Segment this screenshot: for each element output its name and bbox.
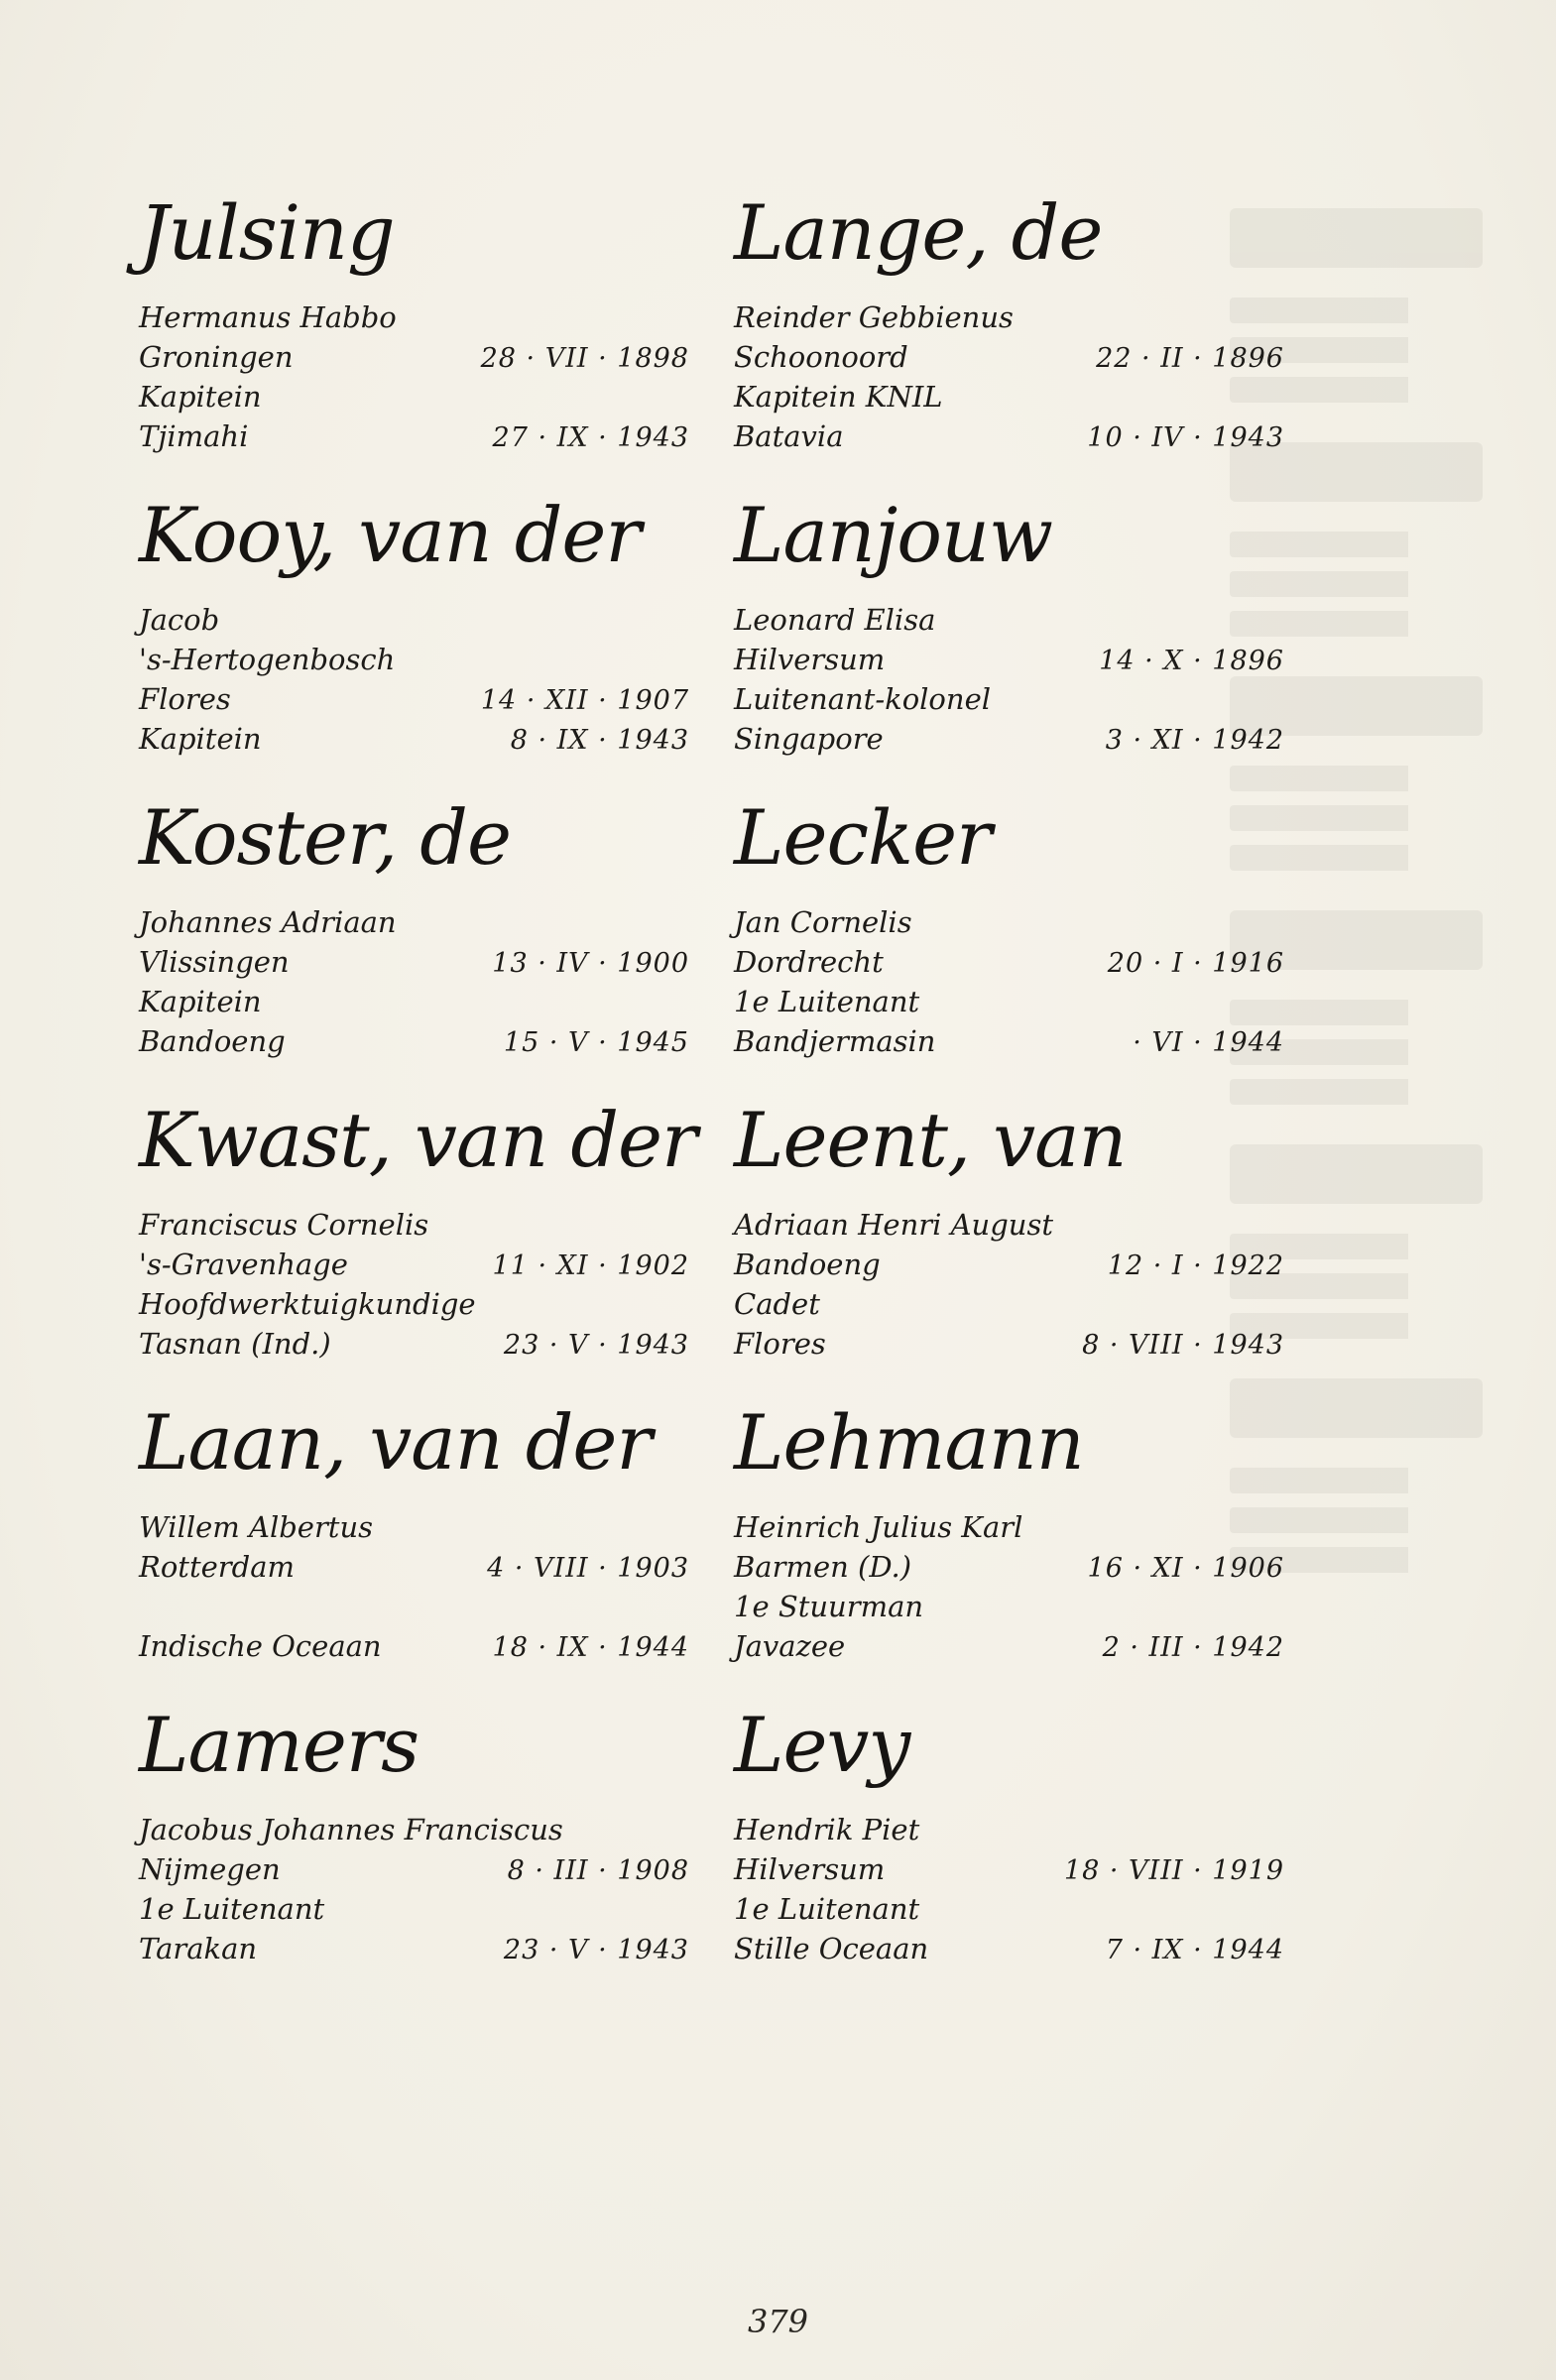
detail-row bbox=[734, 1245, 1284, 1284]
detail-row bbox=[734, 1929, 1284, 1968]
detail-row bbox=[139, 1324, 689, 1364]
place-of-death: Batavia bbox=[734, 419, 844, 453]
detail-row bbox=[734, 416, 1284, 456]
detail-row bbox=[734, 298, 1284, 337]
entry-levy bbox=[734, 1701, 1284, 2003]
surname: Julsing bbox=[139, 188, 395, 277]
birth-date: 11 · XI · 1902 bbox=[492, 1250, 689, 1281]
given-names: Willem Albertus bbox=[139, 1510, 374, 1544]
given-names: Jacobus Johannes Franciscus bbox=[139, 1813, 563, 1846]
birthplace: 's-Hertogenbosch bbox=[139, 643, 396, 676]
surname: Leent, van bbox=[734, 1096, 1127, 1184]
detail-row bbox=[734, 679, 1284, 719]
rank: 1e Luitenant bbox=[734, 985, 920, 1018]
detail-row bbox=[734, 640, 1284, 679]
entry-kooy-van-der bbox=[139, 491, 689, 793]
detail-row bbox=[734, 1205, 1284, 1245]
detail-row bbox=[734, 1507, 1284, 1547]
rank: Kapitein bbox=[139, 722, 262, 756]
detail-row bbox=[734, 942, 1284, 982]
surname: Kwast, van der bbox=[139, 1096, 697, 1184]
place-of-death: Bandoeng bbox=[139, 1024, 286, 1058]
detail-row bbox=[139, 719, 689, 759]
birth-date: 8 · III · 1908 bbox=[507, 1855, 689, 1886]
rank: 1e Stuurman bbox=[734, 1590, 924, 1623]
birth-date: 18 · VIII · 1919 bbox=[1063, 1855, 1284, 1886]
detail-row bbox=[139, 1889, 689, 1929]
detail-row bbox=[734, 600, 1284, 640]
birth-date: 20 · I · 1916 bbox=[1107, 948, 1284, 979]
entry-leent-van bbox=[734, 1096, 1284, 1398]
given-names: Leonard Elisa bbox=[734, 603, 936, 637]
detail-row bbox=[734, 1810, 1284, 1849]
place-of-death: Flores bbox=[734, 1327, 826, 1361]
given-names: Johannes Adriaan bbox=[139, 905, 397, 939]
detail-row bbox=[734, 1547, 1284, 1587]
detail-row bbox=[139, 1587, 689, 1626]
detail-text: Flores bbox=[139, 682, 231, 716]
birth-date: 4 · VIII · 1903 bbox=[487, 1553, 689, 1584]
detail-row bbox=[139, 1810, 689, 1849]
surname: Lecker bbox=[734, 793, 992, 882]
detail-row bbox=[139, 1021, 689, 1061]
detail-row bbox=[139, 679, 689, 719]
given-names: Hendrik Piet bbox=[734, 1813, 920, 1846]
birth-date: 28 · VII · 1898 bbox=[480, 343, 689, 374]
death-date: 15 · V · 1945 bbox=[503, 1027, 689, 1058]
birthplace: Hilversum bbox=[734, 1852, 886, 1886]
death-date: 23 · V · 1943 bbox=[503, 1330, 689, 1361]
death-date: 10 · IV · 1943 bbox=[1087, 422, 1284, 453]
death-date: 8 · VIII · 1943 bbox=[1082, 1330, 1284, 1361]
birth-date: 14 · X · 1896 bbox=[1099, 646, 1284, 676]
birthplace: Bandoeng bbox=[734, 1248, 881, 1281]
rank: 1e Luitenant bbox=[139, 1892, 325, 1926]
entry-laan-van-der bbox=[139, 1398, 689, 1701]
right-column bbox=[734, 188, 1284, 2003]
detail-row bbox=[139, 1205, 689, 1245]
rank: Luitenant-kolonel bbox=[734, 682, 992, 716]
surname: Koster, de bbox=[139, 793, 511, 882]
birthplace: Hilversum bbox=[734, 643, 886, 676]
death-date: 3 · XI · 1942 bbox=[1105, 725, 1284, 756]
detail-row bbox=[139, 1284, 689, 1324]
detail-row bbox=[734, 1021, 1284, 1061]
place-of-death: Indische Oceaan bbox=[139, 1629, 382, 1663]
detail-row bbox=[139, 377, 689, 416]
surname: Levy bbox=[734, 1701, 910, 1789]
detail-row bbox=[139, 902, 689, 942]
death-date: 18 · IX · 1944 bbox=[492, 1632, 689, 1663]
birth-date: 14 · XII · 1907 bbox=[480, 685, 689, 716]
death-date: 2 · III · 1942 bbox=[1102, 1632, 1284, 1663]
detail-row bbox=[139, 1245, 689, 1284]
detail-row bbox=[139, 1507, 689, 1547]
place-of-death: Singapore bbox=[734, 722, 884, 756]
detail-row bbox=[734, 719, 1284, 759]
given-names: Jacob bbox=[139, 603, 220, 637]
place-of-death: Bandjermasin bbox=[734, 1024, 936, 1058]
detail-row bbox=[139, 1849, 689, 1889]
birth-date: 16 · XI · 1906 bbox=[1087, 1553, 1284, 1584]
detail-row bbox=[139, 982, 689, 1021]
surname: Lehmann bbox=[734, 1398, 1084, 1487]
detail-row bbox=[734, 1626, 1284, 1666]
given-names: Adriaan Henri August bbox=[734, 1208, 1054, 1242]
entry-lamers bbox=[139, 1701, 689, 2003]
rank: Kapitein bbox=[139, 985, 262, 1018]
birthplace: Groningen bbox=[139, 340, 294, 374]
surname: Lange, de bbox=[734, 188, 1103, 277]
detail-row bbox=[139, 640, 689, 679]
surname: Lanjouw bbox=[734, 491, 1053, 579]
detail-row bbox=[734, 982, 1284, 1021]
place-of-death: Javazee bbox=[734, 1629, 846, 1663]
birthplace: Vlissingen bbox=[139, 945, 290, 979]
rank: Kapitein bbox=[139, 380, 262, 414]
detail-row bbox=[139, 1547, 689, 1587]
place-of-death: Tjimahi bbox=[139, 419, 249, 453]
detail-row bbox=[139, 942, 689, 982]
given-names: Hermanus Habbo bbox=[139, 300, 397, 334]
birthplace: Barmen (D.) bbox=[734, 1550, 912, 1584]
entry-lecker bbox=[734, 793, 1284, 1096]
place-of-death: Tasnan (Ind.) bbox=[139, 1327, 331, 1361]
surname: Kooy, van der bbox=[139, 491, 641, 579]
detail-row bbox=[734, 1284, 1284, 1324]
detail-row bbox=[734, 377, 1284, 416]
detail-row bbox=[139, 1626, 689, 1666]
birthplace: Nijmegen bbox=[139, 1852, 281, 1886]
entry-julsing bbox=[139, 188, 689, 491]
place-of-death: Stille Oceaan bbox=[734, 1932, 929, 1965]
detail-row bbox=[734, 1324, 1284, 1364]
given-names: Heinrich Julius Karl bbox=[734, 1510, 1023, 1544]
detail-row bbox=[734, 1587, 1284, 1626]
place-of-death: Tarakan bbox=[139, 1932, 258, 1965]
detail-row bbox=[139, 298, 689, 337]
rank: Cadet bbox=[734, 1287, 820, 1321]
rank: Hoofdwerktuigkundige bbox=[139, 1287, 476, 1321]
birth-date: 12 · I · 1922 bbox=[1107, 1250, 1284, 1281]
detail-row bbox=[139, 337, 689, 377]
detail-row bbox=[734, 337, 1284, 377]
birthplace: 's-Gravenhage bbox=[139, 1248, 348, 1281]
birth-date: 13 · IV · 1900 bbox=[492, 948, 689, 979]
death-date: 8 · IX · 1943 bbox=[510, 725, 689, 756]
given-names: Franciscus Cornelis bbox=[139, 1208, 429, 1242]
birthplace: Rotterdam bbox=[139, 1550, 295, 1584]
surname: Lamers bbox=[139, 1701, 419, 1789]
birthplace: Schoonoord bbox=[734, 340, 908, 374]
detail-row bbox=[139, 1929, 689, 1968]
entry-koster-de bbox=[139, 793, 689, 1096]
detail-row bbox=[734, 902, 1284, 942]
entry-kwast-van-der bbox=[139, 1096, 697, 1398]
detail-row bbox=[139, 416, 689, 456]
birthplace: Dordrecht bbox=[734, 945, 884, 979]
surname: Laan, van der bbox=[139, 1398, 652, 1487]
given-names: Jan Cornelis bbox=[734, 905, 912, 939]
rank: 1e Luitenant bbox=[734, 1892, 920, 1926]
given-names: Reinder Gebbienus bbox=[734, 300, 1014, 334]
entry-lange-de bbox=[734, 188, 1284, 491]
entry-lehmann bbox=[734, 1398, 1284, 1701]
death-date: 27 · IX · 1943 bbox=[492, 422, 689, 453]
rank: Kapitein KNIL bbox=[734, 380, 943, 414]
death-date: 7 · IX · 1944 bbox=[1105, 1935, 1284, 1965]
death-date: 23 · V · 1943 bbox=[503, 1935, 689, 1965]
detail-row bbox=[734, 1849, 1284, 1889]
death-date: · VI · 1944 bbox=[1133, 1027, 1284, 1058]
left-column bbox=[139, 188, 697, 2003]
entry-lanjouw bbox=[734, 491, 1284, 793]
detail-row bbox=[734, 1889, 1284, 1929]
birth-date: 22 · II · 1896 bbox=[1096, 343, 1284, 374]
detail-row bbox=[139, 600, 689, 640]
page-number: 379 bbox=[747, 2303, 809, 2340]
